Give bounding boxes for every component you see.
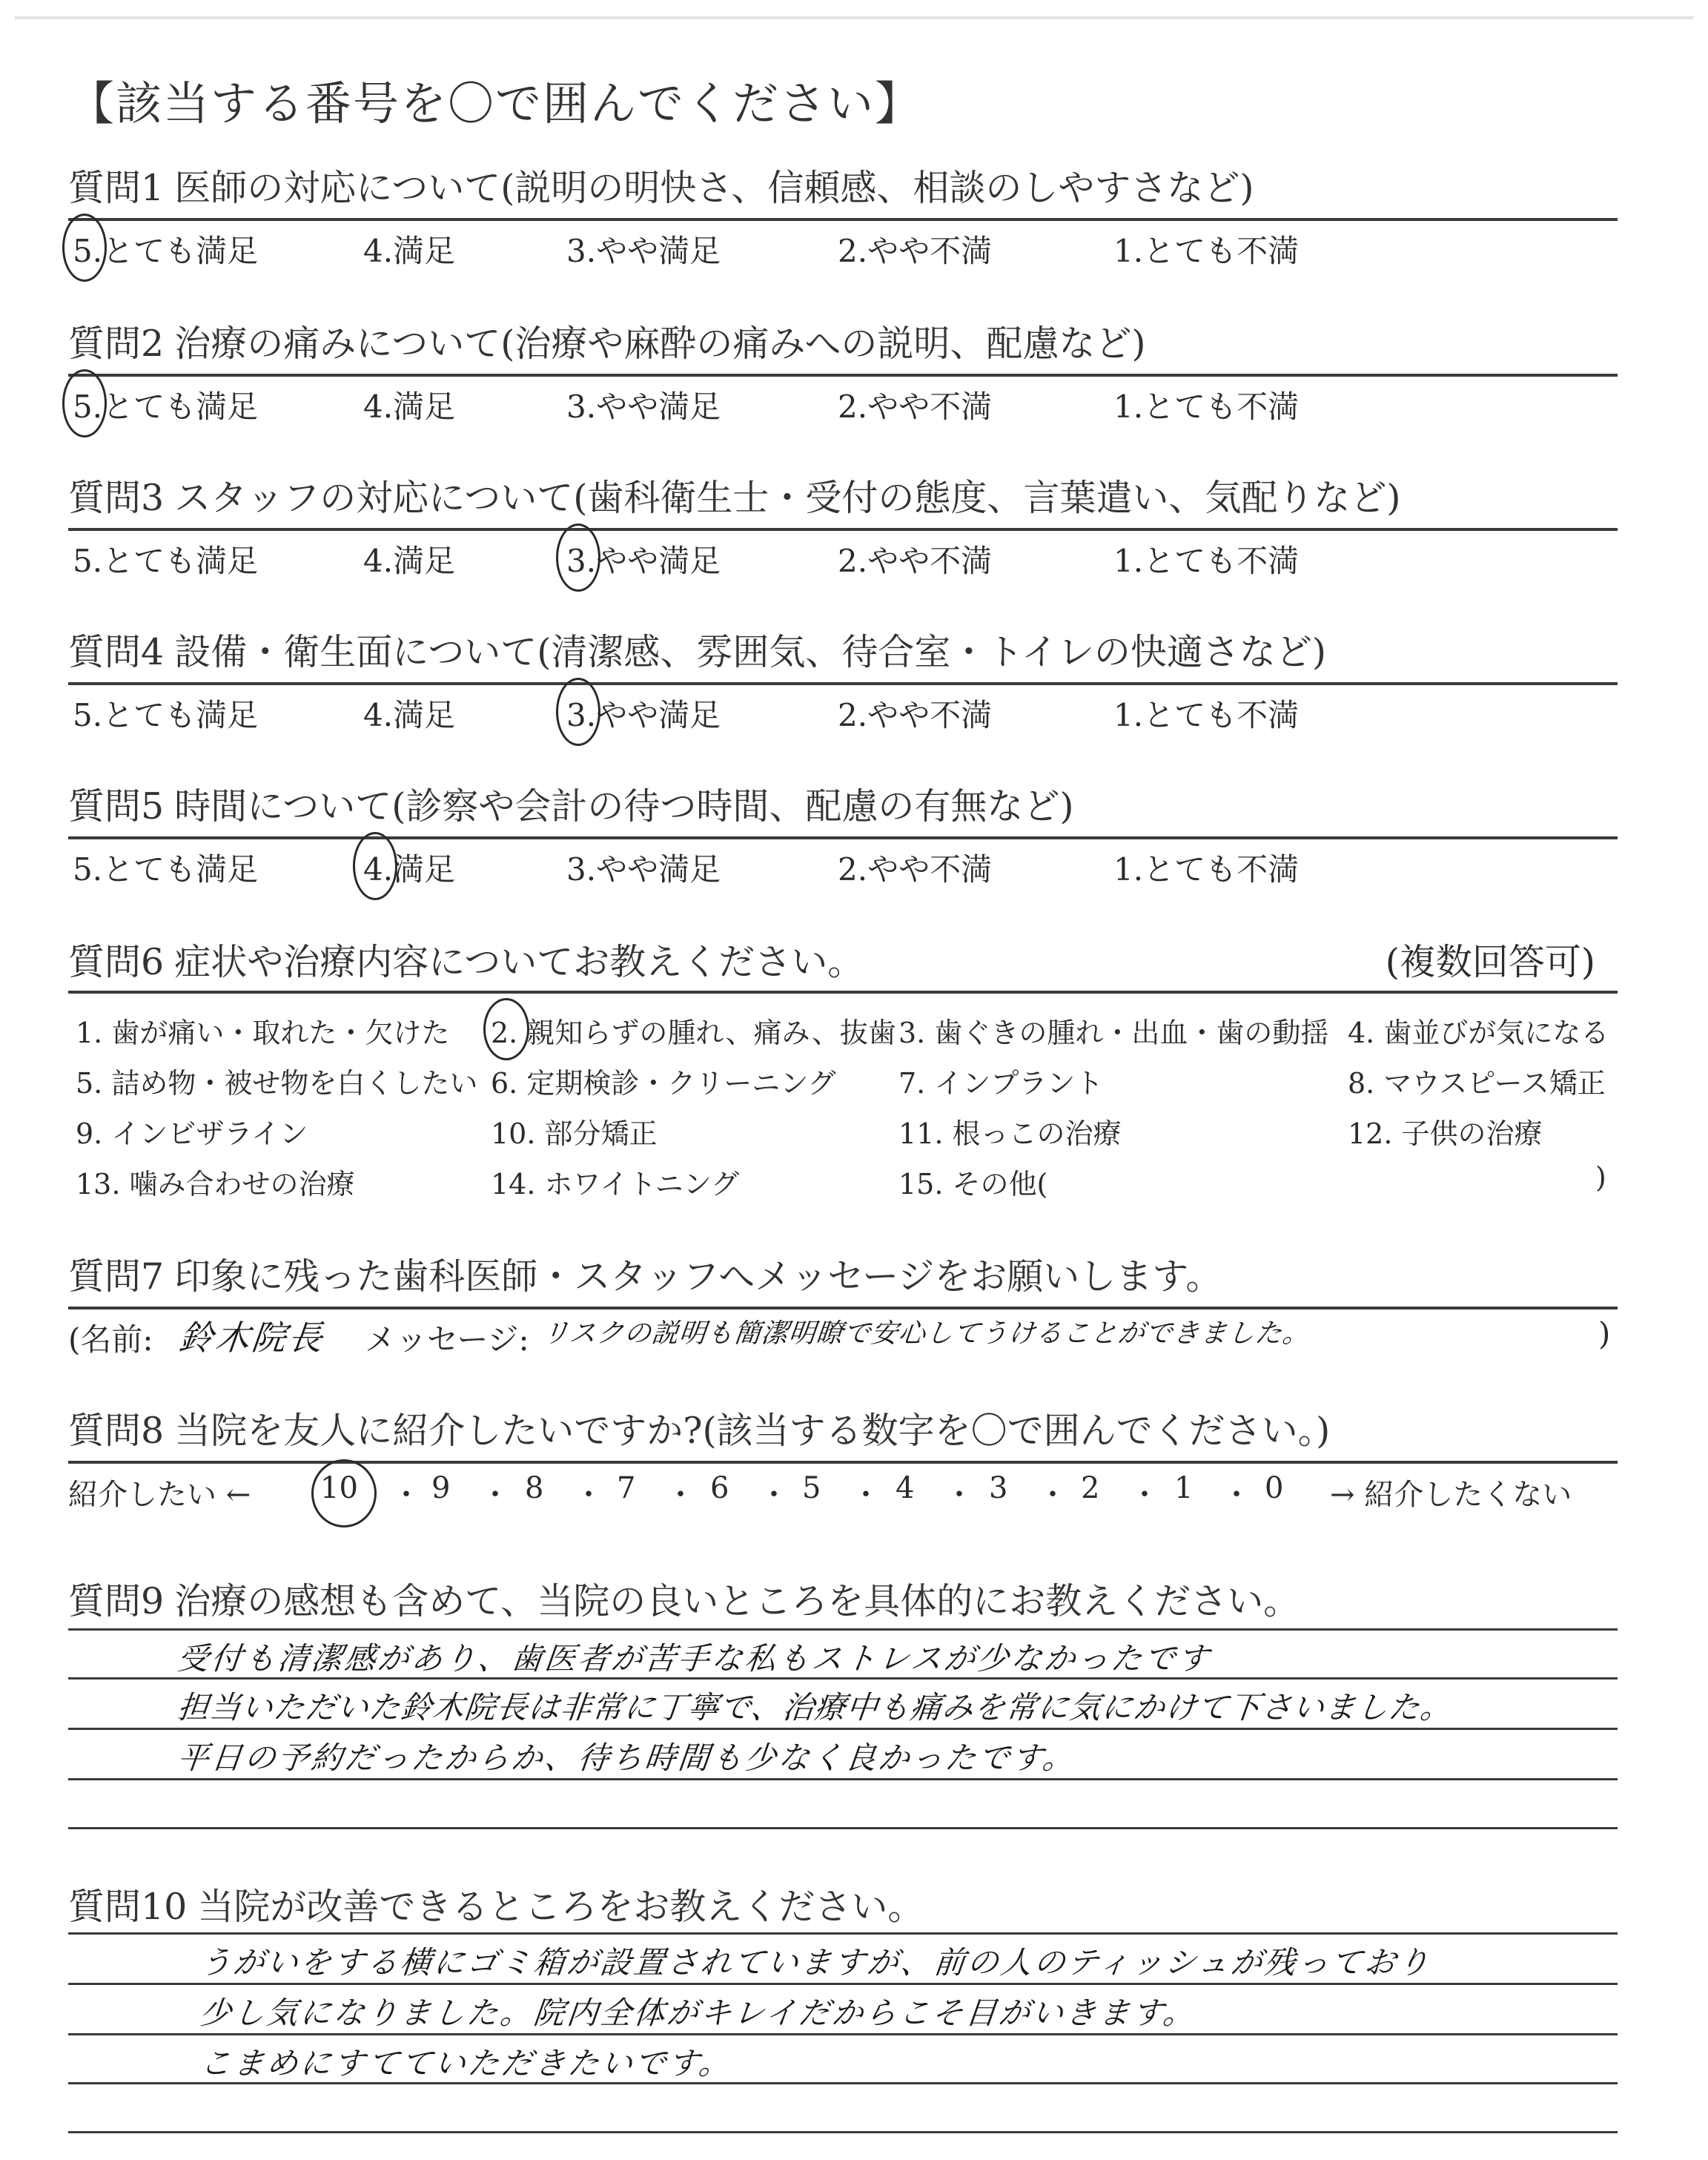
q6-selected-circle bbox=[483, 998, 529, 1060]
q3-option-3[interactable] bbox=[566, 537, 721, 581]
question-3 bbox=[68, 472, 1618, 525]
question-7-rule bbox=[68, 1307, 1618, 1309]
q8-sep-3: ・ bbox=[574, 1478, 603, 1512]
q8-scale-3[interactable]: 3 bbox=[989, 1471, 1008, 1505]
question-8-label: 質問8 bbox=[68, 1410, 165, 1452]
q6-item-2-label: 2. 親知らずの腫れ、痛み、抜歯 bbox=[491, 1017, 896, 1049]
q10-line-2 bbox=[68, 1983, 1618, 1985]
q4-option-2[interactable] bbox=[838, 691, 992, 736]
q5-option-5-label: 5.とても満足 bbox=[73, 851, 259, 888]
question-9-title bbox=[68, 1575, 1618, 1628]
q5-option-3[interactable] bbox=[566, 845, 721, 890]
q2-option-1[interactable] bbox=[1113, 383, 1299, 427]
q4-option-2-label: 2.やや不満 bbox=[838, 697, 993, 733]
q5-option-3-label: 3.やや満足 bbox=[566, 851, 721, 888]
q6-item-6[interactable]: 6. 定期検診・クリーニング bbox=[491, 1067, 836, 1100]
question-3-text: スタッフの対応について(歯科衛生士・受付の態度、言葉遣い、気配りなど) bbox=[174, 477, 1401, 519]
question-5-rule bbox=[68, 836, 1618, 839]
q8-scale-0[interactable]: 0 bbox=[1265, 1471, 1284, 1505]
question-3-label: 質問3 bbox=[68, 477, 165, 519]
question-7-text: 印象に残った歯科医師・スタッフへメッセージをお願いします。 bbox=[174, 1255, 1222, 1298]
q4-selected-circle bbox=[556, 678, 600, 746]
q7-name-label: (名前: bbox=[68, 1321, 153, 1358]
question-1 bbox=[68, 162, 1618, 215]
question-4-text: 設備・衛生面について(清潔感、雰囲気、待合室・トイレの快適さなど) bbox=[174, 631, 1326, 673]
q3-option-2-label: 2.やや不満 bbox=[838, 543, 993, 579]
question-10 bbox=[68, 1880, 1618, 1934]
q8-sep-1: ・ bbox=[391, 1478, 421, 1512]
question-3-title bbox=[68, 472, 1618, 525]
q7-message-value[interactable]: リスクの説明も簡潔明瞭で安心してうけることができました。 bbox=[540, 1318, 1312, 1349]
question-7-label: 質問7 bbox=[68, 1255, 165, 1298]
q8-scale-10[interactable] bbox=[320, 1471, 358, 1505]
question-6-label: 質問6 bbox=[68, 941, 165, 983]
q1-option-3-label: 3.やや満足 bbox=[566, 233, 721, 269]
question-1-options bbox=[68, 227, 1618, 271]
question-9 bbox=[68, 1575, 1618, 1628]
question-10-text: 当院が改善できるところをお教えください。 bbox=[197, 1886, 924, 1928]
q1-option-5-label: 5.とても満足 bbox=[73, 233, 259, 269]
q5-option-1-label: 1.とても不満 bbox=[1113, 851, 1300, 888]
q3-option-3-label: 3.やや満足 bbox=[566, 543, 721, 579]
q6-item-12[interactable]: 12. 子供の治療 bbox=[1348, 1117, 1543, 1150]
q6-item-4[interactable]: 4. 歯並びが気になる bbox=[1348, 1017, 1609, 1049]
q10-answer-line-1[interactable]: うがいをする横にゴミ箱が設置されていますが、前の人のティッシュが残っており bbox=[198, 1944, 1434, 1981]
q8-sep-4: ・ bbox=[666, 1478, 695, 1512]
q10-answer-line-2[interactable]: 少し気になりました。院内全体がキレイだからこそ目がいきます。 bbox=[198, 1995, 1199, 2031]
question-1-label: 質問1 bbox=[68, 167, 165, 209]
question-5-title bbox=[68, 780, 1618, 833]
question-4-title bbox=[68, 626, 1618, 679]
q5-option-2[interactable] bbox=[838, 845, 992, 890]
q7-close-paren: ) bbox=[1598, 1315, 1611, 1352]
question-2-options bbox=[68, 383, 1618, 427]
q3-selected-circle bbox=[556, 524, 600, 592]
q5-option-5[interactable] bbox=[73, 845, 258, 890]
q9-answer-line-1[interactable]: 受付も清潔感があり、歯医者が苦手な私もストレスが少なかったです bbox=[176, 1640, 1214, 1677]
q8-selected-circle bbox=[311, 1459, 377, 1527]
question-8-text: 当院を友人に紹介したいですか?(該当する数字を〇で囲んでください。) bbox=[174, 1410, 1331, 1452]
q8-scale-10-label: 10 bbox=[320, 1471, 358, 1505]
q6-item-2[interactable] bbox=[491, 1010, 896, 1051]
q9-answer-line-2[interactable]: 担当いただいた鈴木院長は非常に丁寧で、治療中も痛みを常に気にかけて下さいました。 bbox=[176, 1689, 1454, 1725]
question-2-text: 治療の痛みについて(治療や麻酔の痛みへの説明、配慮など) bbox=[174, 323, 1146, 365]
q2-option-2[interactable] bbox=[838, 383, 992, 427]
q4-option-4[interactable] bbox=[363, 691, 455, 736]
q2-option-3[interactable] bbox=[566, 383, 721, 427]
q10-line-4 bbox=[68, 2082, 1618, 2084]
question-1-rule bbox=[68, 218, 1618, 221]
q10-line-3 bbox=[68, 2033, 1618, 2035]
question-8-title bbox=[68, 1404, 1618, 1458]
q3-option-5[interactable] bbox=[73, 537, 258, 581]
q7-name-value[interactable]: 鈴木院長 bbox=[176, 1318, 327, 1358]
question-2-title bbox=[68, 317, 1618, 371]
q6-item-9[interactable]: 9. インビザライン bbox=[76, 1117, 308, 1150]
q6-item-3[interactable]: 3. 歯ぐきの腫れ・出血・歯の動揺 bbox=[898, 1017, 1329, 1049]
q10-line-5 bbox=[68, 2131, 1618, 2133]
q10-answer-line-3[interactable]: こまめにすてていただきたいです。 bbox=[198, 2045, 735, 2081]
question-2 bbox=[68, 317, 1618, 371]
question-2-label: 質問2 bbox=[68, 323, 165, 365]
question-4 bbox=[68, 626, 1618, 679]
q6-item-15-close: ) bbox=[1595, 1161, 1606, 1194]
q2-option-4-label: 4.満足 bbox=[363, 389, 456, 425]
question-4-rule bbox=[68, 682, 1618, 685]
q8-sep-8: ・ bbox=[1038, 1478, 1068, 1512]
question-9-label: 質問9 bbox=[68, 1580, 165, 1622]
question-4-label: 質問4 bbox=[68, 631, 165, 673]
q9-line-1 bbox=[68, 1628, 1618, 1631]
q8-sep-5: ・ bbox=[759, 1478, 789, 1512]
q3-option-1-label: 1.とても不満 bbox=[1113, 543, 1300, 579]
q2-selected-circle bbox=[62, 369, 107, 437]
question-3-options bbox=[68, 537, 1618, 581]
q8-scale-1[interactable]: 1 bbox=[1174, 1471, 1194, 1505]
question-8-rule bbox=[68, 1461, 1618, 1464]
q4-option-3-label: 3.やや満足 bbox=[566, 697, 721, 733]
q5-option-1[interactable] bbox=[1113, 845, 1299, 890]
question-10-label: 質問10 bbox=[68, 1886, 188, 1928]
q8-scale-4[interactable]: 4 bbox=[896, 1471, 915, 1505]
q5-option-2-label: 2.やや不満 bbox=[838, 851, 993, 888]
q6-item-14[interactable]: 14. ホワイトニング bbox=[491, 1168, 740, 1200]
q2-option-5-label: 5.とても満足 bbox=[73, 389, 259, 425]
question-2-rule bbox=[68, 374, 1618, 377]
question-5-label: 質問5 bbox=[68, 785, 165, 828]
q1-option-4[interactable] bbox=[363, 227, 455, 271]
question-6 bbox=[68, 936, 1618, 989]
question-5 bbox=[68, 780, 1618, 833]
q2-option-1-label: 1.とても不満 bbox=[1113, 389, 1300, 425]
question-5-options bbox=[68, 845, 1618, 890]
question-10-title bbox=[68, 1880, 1618, 1934]
q8-scale-8[interactable]: 8 bbox=[525, 1471, 544, 1505]
q1-option-5[interactable] bbox=[73, 227, 258, 271]
q9-answer-line-3[interactable]: 平日の予約だったからか、待ち時間も少なく良かったです。 bbox=[176, 1740, 1078, 1776]
q1-option-4-label: 4.満足 bbox=[363, 233, 456, 269]
q5-selected-circle bbox=[353, 832, 397, 900]
q9-line-4 bbox=[68, 1778, 1618, 1780]
q8-scale-7[interactable]: 7 bbox=[617, 1471, 636, 1505]
q6-item-11[interactable]: 11. 根っこの治療 bbox=[898, 1117, 1122, 1150]
question-1-title bbox=[68, 162, 1618, 215]
q8-sep-10: ・ bbox=[1222, 1478, 1251, 1512]
q8-scale-6[interactable]: 6 bbox=[710, 1471, 729, 1505]
q2-option-5[interactable] bbox=[73, 383, 258, 427]
q6-item-15[interactable]: 15. その他( bbox=[898, 1168, 1048, 1200]
q2-option-2-label: 2.やや不満 bbox=[838, 389, 993, 425]
q6-item-7[interactable]: 7. インプラント bbox=[898, 1067, 1104, 1100]
q6-item-10[interactable]: 10. 部分矯正 bbox=[491, 1117, 658, 1150]
q1-selected-circle bbox=[62, 214, 107, 282]
question-3-rule bbox=[68, 528, 1618, 531]
q3-option-2[interactable] bbox=[838, 537, 992, 581]
q8-scale-9[interactable]: 9 bbox=[431, 1471, 451, 1505]
q8-right-label: → 紹介したくない bbox=[1330, 1478, 1572, 1512]
q6-item-8[interactable]: 8. マウスピース矯正 bbox=[1348, 1067, 1606, 1100]
q8-sep-6: ・ bbox=[851, 1478, 881, 1512]
q4-option-5[interactable] bbox=[73, 691, 258, 736]
q6-item-1[interactable]: 1. 歯が痛い・取れた・欠けた bbox=[76, 1017, 450, 1049]
q4-option-1[interactable] bbox=[1113, 691, 1299, 736]
q5-option-4[interactable] bbox=[363, 845, 455, 890]
question-7-title bbox=[68, 1250, 1618, 1304]
q10-line-1 bbox=[68, 1932, 1618, 1935]
q3-option-1[interactable] bbox=[1113, 537, 1299, 581]
question-7-message-row bbox=[68, 1315, 1618, 1360]
q8-sep-2: ・ bbox=[480, 1478, 510, 1512]
q8-scale-5[interactable]: 5 bbox=[802, 1471, 821, 1505]
question-1-text: 医師の対応について(説明の明快さ、信頼感、相談のしやすさなど) bbox=[174, 167, 1254, 209]
q9-line-2 bbox=[68, 1677, 1618, 1680]
question-9-text: 治療の感想も含めて、当院の良いところを具体的にお教えください。 bbox=[174, 1580, 1300, 1622]
q3-option-5-label: 5.とても満足 bbox=[73, 543, 259, 579]
question-6-rule bbox=[68, 991, 1618, 994]
q7-message-label: メッセージ: bbox=[365, 1321, 529, 1358]
q1-option-2-label: 2.やや不満 bbox=[838, 233, 993, 269]
q1-option-3[interactable] bbox=[566, 227, 721, 271]
q6-item-5[interactable]: 5. 詰め物・被せ物を白くしたい bbox=[76, 1067, 478, 1100]
q1-option-2[interactable] bbox=[838, 227, 992, 271]
q9-line-5 bbox=[68, 1827, 1618, 1829]
q4-option-4-label: 4.満足 bbox=[363, 697, 456, 733]
q9-line-3 bbox=[68, 1728, 1618, 1730]
q8-scale-2[interactable]: 2 bbox=[1081, 1471, 1100, 1505]
question-4-options bbox=[68, 691, 1618, 736]
q2-option-4[interactable] bbox=[363, 383, 455, 427]
question-8 bbox=[68, 1404, 1618, 1458]
q4-option-3[interactable] bbox=[566, 691, 721, 736]
q8-left-label: 紹介したい ← bbox=[68, 1478, 251, 1512]
top-border bbox=[15, 16, 1693, 19]
q6-item-13[interactable]: 13. 噛み合わせの治療 bbox=[76, 1168, 355, 1200]
q3-option-4-label: 4.満足 bbox=[363, 543, 456, 579]
q3-option-4[interactable] bbox=[363, 537, 455, 581]
q1-option-1-label: 1.とても不満 bbox=[1113, 233, 1300, 269]
q2-option-3-label: 3.やや満足 bbox=[566, 389, 721, 425]
q8-sep-9: ・ bbox=[1130, 1478, 1159, 1512]
q4-option-5-label: 5.とても満足 bbox=[73, 697, 259, 733]
question-7 bbox=[68, 1250, 1618, 1304]
question-6-text: 症状や治療内容についてお教えください。 bbox=[174, 941, 864, 983]
q5-option-4-label: 4.満足 bbox=[363, 851, 456, 888]
q4-option-1-label: 1.とても不満 bbox=[1113, 697, 1300, 733]
q8-sep-7: ・ bbox=[944, 1478, 974, 1512]
question-5-text: 時間について(診察や会計の待つ時間、配慮の有無など) bbox=[174, 785, 1074, 828]
q1-option-1[interactable] bbox=[1113, 227, 1299, 271]
question-6-note: (複数回答可) bbox=[1385, 941, 1595, 983]
page-title: 【該当する番号を〇で囲んでください】 bbox=[68, 76, 923, 131]
